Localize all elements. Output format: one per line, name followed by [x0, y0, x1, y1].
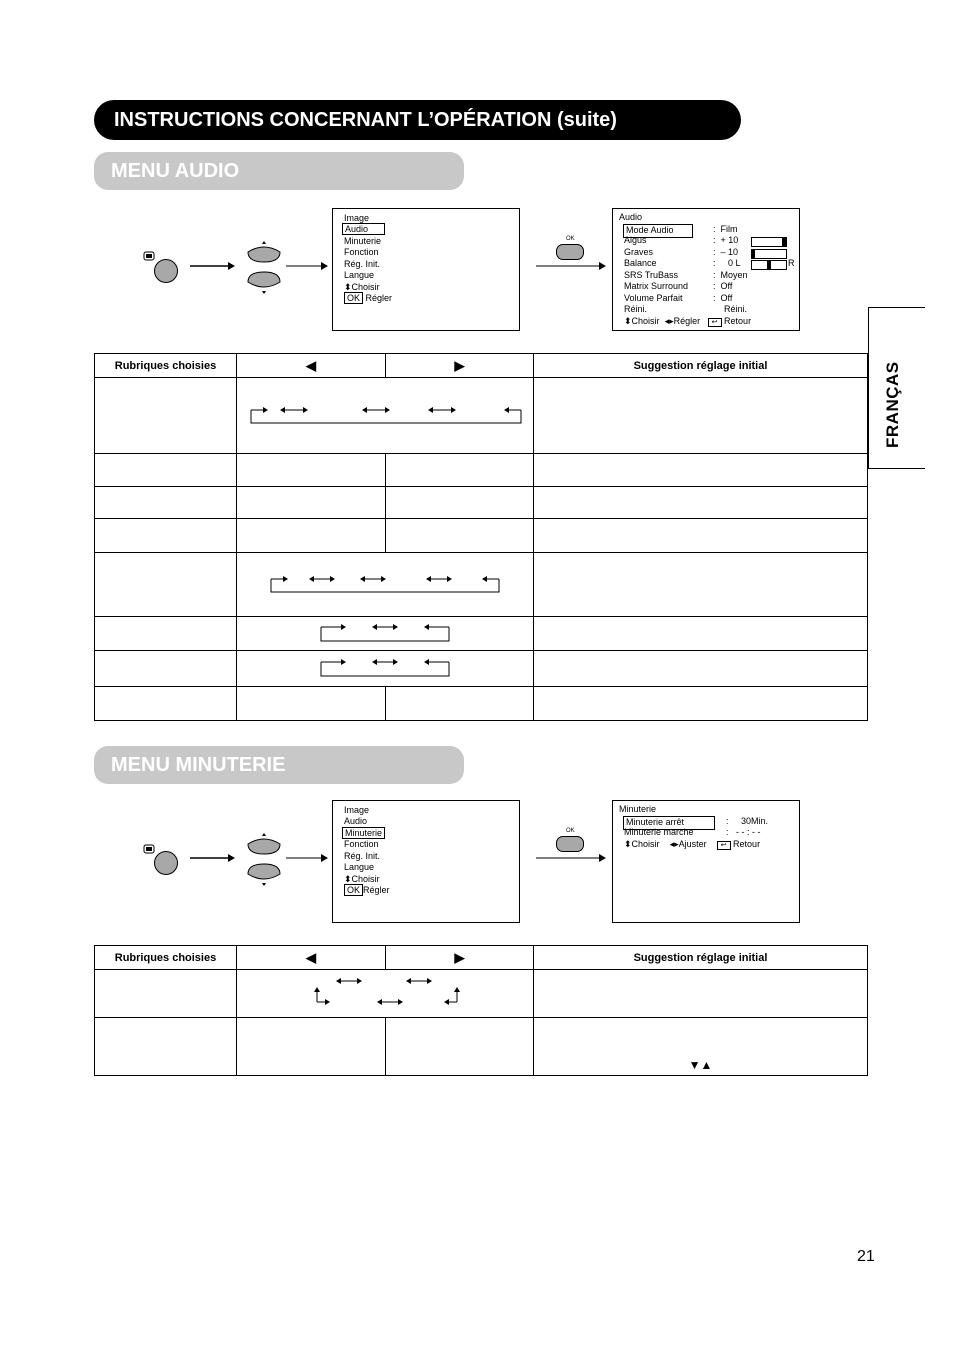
- audio-row-balance-label: Balance: [624, 258, 657, 268]
- audio-settings-table: [94, 353, 868, 721]
- menu-item-image: Image: [344, 805, 370, 815]
- up-down-icon: ⬍: [624, 316, 632, 326]
- volume-value: Off: [720, 293, 733, 303]
- cycle-diagram-cell: [237, 553, 534, 617]
- menu-item-minuterie-selected: [342, 828, 385, 840]
- footer-set: Régler: [673, 316, 701, 326]
- audio-row-volume-value: : Off: [713, 293, 733, 303]
- table-row: [95, 1018, 868, 1076]
- footer-choose: Choisir: [631, 839, 660, 849]
- srs-value: Moyen: [720, 270, 748, 280]
- timer-row-on-label: Minuterie marche: [624, 827, 694, 837]
- menu-remote-button: [154, 259, 178, 283]
- page-header-banner: [94, 100, 741, 140]
- table-row: [95, 454, 868, 487]
- timer-screen-title: Minuterie: [619, 804, 657, 814]
- footer-back: Retour: [724, 316, 752, 326]
- header-left: [237, 946, 386, 970]
- table-row: [95, 519, 868, 553]
- page-header-title: INSTRUCTIONS CONCERNANT L’OPÉRATION (suite): [114, 109, 617, 131]
- table-row: [95, 553, 868, 617]
- ok-key-label: OK: [344, 292, 363, 304]
- language-tab: [868, 307, 925, 469]
- header-suggestion: Suggestion réglage initial: [534, 354, 868, 378]
- down-up-keys: [534, 1018, 868, 1076]
- menu-item-fonction: Fonction: [344, 247, 379, 257]
- timer-submenu-screen: [612, 800, 800, 923]
- return-key-icon: ↩: [717, 841, 731, 850]
- triangle-right-icon: ▶: [454, 357, 465, 373]
- cycle-arrows-diagram: [237, 617, 532, 647]
- audio-row-srs-label: SRS TruBass: [624, 270, 679, 280]
- audio-row-aigus-value: : + 10: [713, 235, 739, 245]
- audio-row-srs-value: : Moyen: [713, 270, 748, 280]
- timer-row-off-value: : 30Min.: [726, 816, 769, 826]
- audio-screen-footer: [624, 316, 751, 329]
- audio-row-reini-value: Réini.: [724, 304, 748, 314]
- up-down-rocker-icon: [244, 832, 284, 887]
- menu-item-audio-selected: [342, 224, 385, 236]
- menu-item-reg-init: Rég. Init.: [344, 259, 381, 269]
- menu-timer-banner: [94, 746, 464, 784]
- header-items: Rubriques choisies: [95, 354, 237, 378]
- cycle-arrows-diagram: [237, 553, 532, 613]
- arrow-right-icon: [190, 260, 235, 272]
- ok-remote-button: [556, 836, 584, 852]
- down-up-icon: ▼▲: [688, 1058, 713, 1072]
- audio-row-mode-label: Mode Audio: [623, 224, 693, 238]
- arrow-right-icon: [286, 260, 328, 272]
- table-row: [95, 487, 868, 519]
- left-right-icon: ◂▸: [664, 316, 674, 326]
- audio-screen-title: Audio: [619, 212, 643, 222]
- menu-audio-title: MENU AUDIO: [111, 160, 240, 182]
- ok-key-label: OK: [344, 884, 363, 896]
- menu-item-reg-init: Rég. Init.: [344, 851, 381, 861]
- aigus-value: + 10: [720, 235, 739, 245]
- graves-value: – 10: [720, 247, 739, 257]
- menu-item-langue: Langue: [344, 862, 375, 872]
- balance-level-marker: [767, 261, 771, 269]
- arrow-right-icon: [190, 852, 235, 864]
- menu-item-minuterie-label: Minuterie: [342, 827, 385, 839]
- graves-level-marker: [752, 250, 755, 258]
- menu-item-image: Image: [344, 213, 370, 223]
- header-left: [237, 354, 386, 378]
- cycle-diagram-cell: [237, 617, 534, 651]
- set-label: Régler: [365, 293, 393, 303]
- menu-item-langue: Langue: [344, 270, 375, 280]
- table-header-row: [95, 946, 868, 970]
- table-row: [95, 687, 868, 721]
- timer-row-on-value: : - - : - -: [726, 827, 761, 837]
- up-down-icon: ⬍: [344, 874, 352, 884]
- triangle-left-icon: ◀: [306, 949, 316, 965]
- timer-row-off-label: Minuterie arrêt: [623, 816, 715, 830]
- graves-level-bar: [751, 249, 787, 259]
- table-row: [95, 378, 868, 454]
- table-header-row: [95, 354, 868, 378]
- matrix-value: Off: [720, 281, 733, 291]
- table-row: [95, 651, 868, 687]
- ok-set-hint: [344, 885, 390, 897]
- balance-level-bar: [751, 260, 787, 270]
- menu-audio-banner: [94, 152, 464, 190]
- set-label: Régler: [363, 885, 390, 895]
- arrow-right-icon: [536, 852, 606, 864]
- main-menu-screen-timer: [332, 800, 520, 923]
- table-row: [95, 970, 868, 1018]
- menu-item-audio: Audio: [344, 816, 368, 826]
- footer-adjust: Ajuster: [678, 839, 707, 849]
- ok-button-label: OK: [566, 236, 575, 242]
- main-menu-screen-audio: [332, 208, 520, 331]
- audio-row-aigus-label: Aigus: [624, 235, 647, 245]
- menu-button-icon: [143, 841, 155, 859]
- timer-settings-table: [94, 945, 868, 1076]
- header-suggestion: Suggestion réglage initial: [534, 946, 868, 970]
- audio-row-reini-label: Réini.: [624, 304, 648, 314]
- arrow-right-icon: [536, 260, 606, 272]
- audio-row-mode-value: : Film: [713, 224, 738, 234]
- timer-screen-footer: [624, 839, 760, 852]
- language-tab-label: FRANÇAS: [883, 361, 902, 448]
- menu-button-icon: [143, 248, 155, 266]
- menu-item-audio-label: Audio: [342, 223, 385, 235]
- up-down-icon: ⬍: [344, 282, 352, 292]
- menu-item-minuterie: Minuterie: [344, 236, 382, 246]
- cycle-arrows-diagram: [237, 378, 532, 450]
- cycle-diagram-cell: [237, 970, 534, 1018]
- balance-value: 0 L: [728, 258, 741, 268]
- audio-row-graves-value: : – 10: [713, 247, 739, 257]
- triangle-left-icon: ◀: [306, 357, 316, 373]
- footer-choose: Choisir: [631, 316, 660, 326]
- page-number: 21: [857, 1248, 875, 1265]
- audio-row-graves-label: Graves: [624, 247, 654, 257]
- up-down-icon: ⬍: [624, 839, 632, 849]
- return-key-icon: ↩: [708, 318, 722, 327]
- audio-row-matrix-value: : Off: [713, 281, 733, 291]
- audio-row-balance-value: : 0 L: [713, 258, 741, 268]
- header-right: [386, 354, 534, 378]
- cycle-arrows-diagram: [237, 970, 532, 1014]
- mode-value: Film: [720, 224, 738, 234]
- table-row: [95, 617, 868, 651]
- up-down-rocker-icon: [244, 240, 284, 295]
- arrow-right-icon: [286, 852, 328, 864]
- triangle-right-icon: ▶: [454, 949, 465, 965]
- timer-on-value: - - : - -: [736, 827, 761, 837]
- choose-label: Choisir: [351, 874, 380, 884]
- balance-right-label: R: [788, 258, 795, 268]
- ok-remote-button: [556, 244, 584, 260]
- header-items: Rubriques choisies: [95, 946, 237, 970]
- audio-submenu-screen: [612, 208, 800, 331]
- choose-label: Choisir: [351, 282, 380, 292]
- aigus-level-bar: [751, 237, 787, 247]
- footer-back: Retour: [733, 839, 761, 849]
- menu-remote-button: [154, 851, 178, 875]
- cycle-arrows-diagram: [237, 651, 532, 683]
- audio-row-matrix-label: Matrix Surround: [624, 281, 689, 291]
- audio-row-volume-label: Volume Parfait: [624, 293, 683, 303]
- ok-set-hint: [344, 293, 392, 305]
- left-right-icon: ◂▸: [669, 839, 679, 849]
- cycle-diagram-cell: [237, 651, 534, 687]
- aigus-level-marker: [782, 238, 786, 246]
- menu-item-fonction: Fonction: [344, 839, 379, 849]
- menu-timer-title: MENU MINUTERIE: [111, 754, 286, 776]
- header-right: [386, 946, 534, 970]
- cycle-diagram-cell: [237, 378, 534, 454]
- ok-button-label: OK: [566, 828, 575, 834]
- timer-off-value: 30Min.: [741, 816, 769, 826]
